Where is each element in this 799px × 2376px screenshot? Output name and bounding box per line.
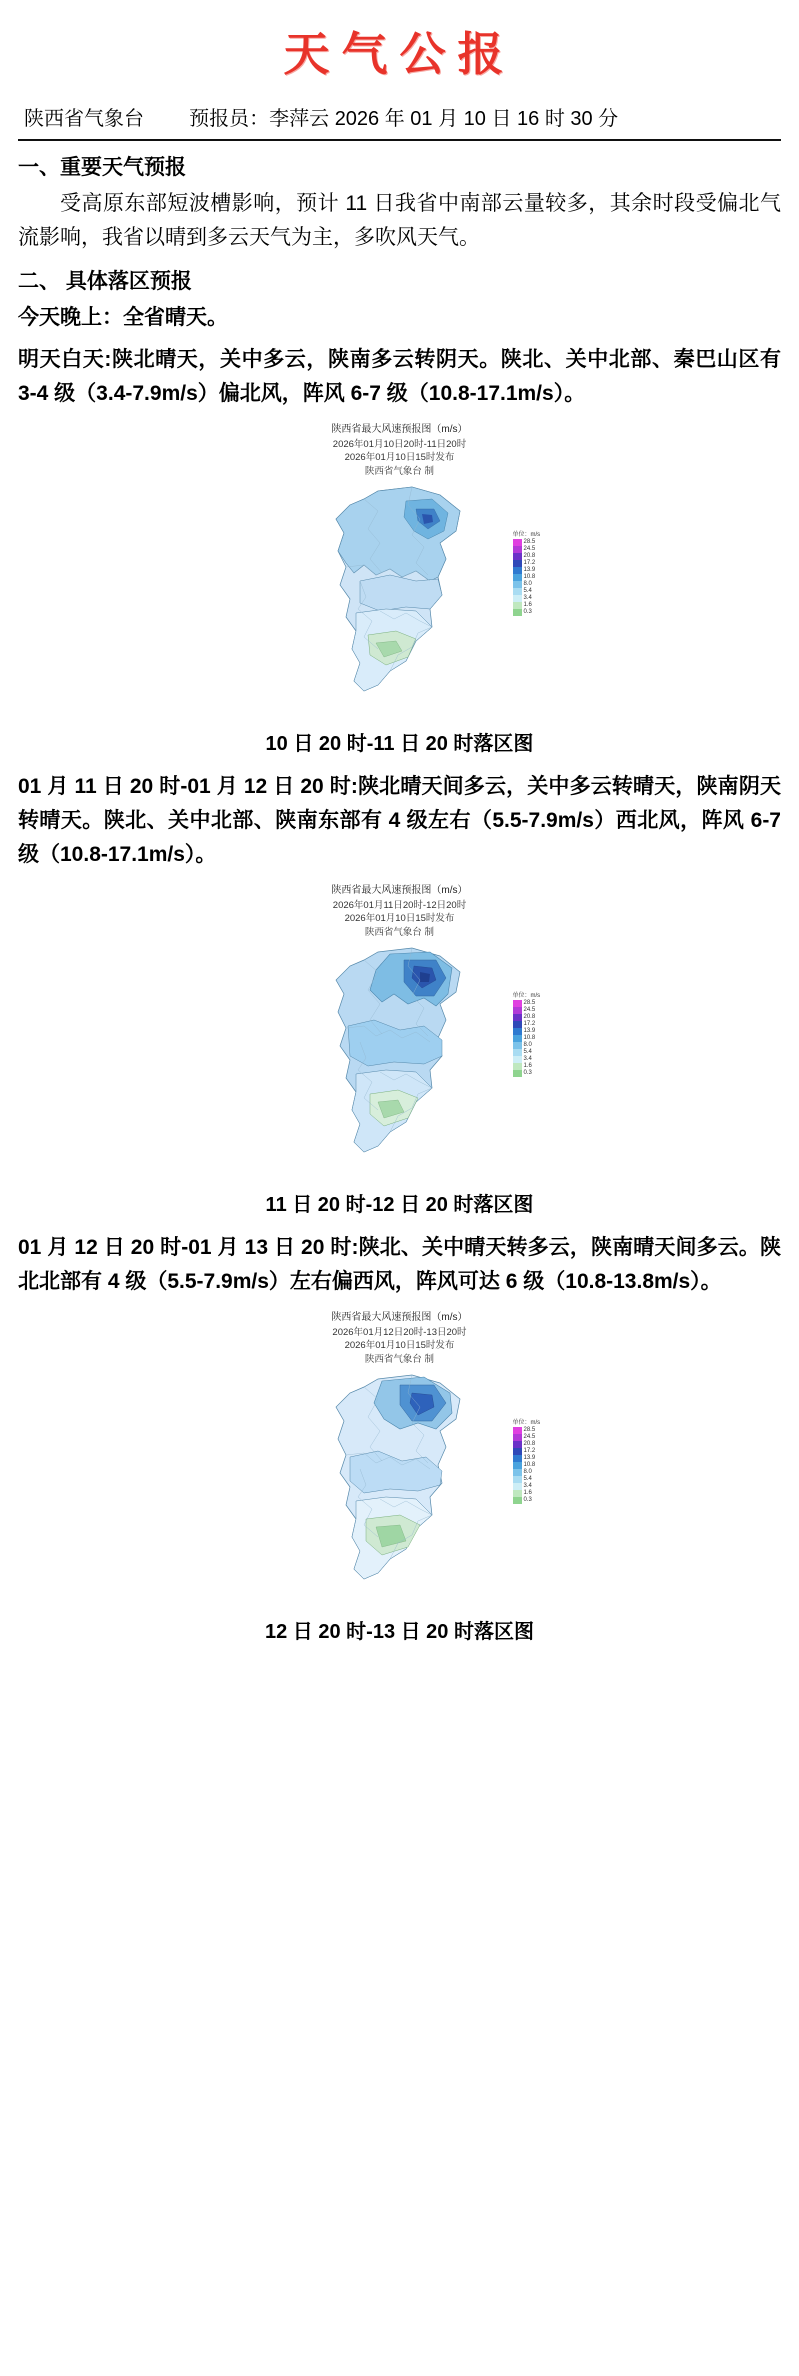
legend-label: 28.5: [523, 1000, 536, 1007]
legend-row: [513, 1042, 547, 1049]
map-2-producer: 陕西省气象台 制: [364, 927, 435, 939]
legend-label: 5.4: [523, 1476, 532, 1483]
legend-swatch: [513, 1007, 522, 1014]
legend-swatch: [513, 546, 522, 553]
legend-swatch: [513, 1028, 522, 1035]
legend-row: [513, 1028, 547, 1035]
byline-office: 陕西省气象台: [24, 108, 144, 130]
wind-map-1-wrap: [18, 421, 781, 721]
map-3-valid-time: 2026年01月12日20时-13日20时: [332, 1326, 467, 1338]
legend-row: [513, 539, 547, 546]
legend-swatch: [513, 567, 522, 574]
map-1-header: [235, 421, 565, 479]
legend-row: [513, 553, 547, 560]
legend-label: 8.0: [523, 1469, 532, 1476]
legend-swatch: [513, 1469, 522, 1476]
legend-swatch: [513, 560, 522, 567]
legend-row: [513, 546, 547, 553]
map-1-legend: [513, 529, 547, 616]
byline-issue-time: 2026 年 01 月 10 日 16 时 30 分: [334, 108, 619, 130]
map-1-producer: 陕西省气象台 制: [364, 466, 435, 478]
map-1-valid-time: 2026年01月10日20时-11日20时: [332, 438, 467, 450]
legend-row: [513, 1483, 547, 1490]
legend-row: [513, 1448, 547, 1455]
legend-row: [513, 1035, 547, 1042]
wind-map-3: [235, 1309, 565, 1609]
wind-map-figure-3: [18, 1309, 781, 1644]
legend-row: [513, 581, 547, 588]
legend-label: 10.8: [523, 1462, 536, 1469]
legend-swatch: [513, 1070, 522, 1077]
legend-row: [513, 1056, 547, 1063]
legend-label: 20.8: [523, 1014, 536, 1021]
legend-row: [513, 560, 547, 567]
section-2-heading: 二、 具体落区预报: [18, 270, 192, 294]
byline: [18, 96, 781, 135]
page-title: 天气公报: [283, 28, 516, 80]
legend-label: 13.9: [523, 1028, 536, 1035]
legend-label: 17.2: [523, 1448, 536, 1455]
legend-swatch: [513, 609, 522, 616]
legend-swatch: [513, 588, 522, 595]
legend-label: 24.5: [523, 1007, 536, 1014]
legend-row: [513, 1441, 547, 1448]
map-3-issue-time: 2026年01月10日15时发布: [344, 1340, 455, 1352]
header-divider: [18, 139, 781, 141]
legend-row: [513, 595, 547, 602]
section-1-paragraph: 受高原东部短波槽影响，预计 11 日我省中南部云量较多，其余时段受偏北气流影响，我省以晴到多云天气为主，多吹风天气。: [18, 192, 781, 250]
map-3-legend-unit: 单位：m/s: [512, 1420, 541, 1427]
legend-label: 13.9: [523, 567, 536, 574]
legend-label: 8.0: [523, 1042, 532, 1049]
legend-swatch: [513, 581, 522, 588]
legend-swatch: [513, 1441, 522, 1448]
legend-row: [513, 1021, 547, 1028]
wind-map-1: [235, 421, 565, 721]
legend-label: 5.4: [523, 588, 532, 595]
map-2-caption: 11 日 20 时-12 日 20 时落区图: [265, 1194, 534, 1217]
legend-label: 24.5: [523, 1434, 536, 1441]
legend-swatch: [513, 1042, 522, 1049]
legend-row: [513, 1497, 547, 1504]
legend-swatch: [513, 553, 522, 560]
legend-row: [513, 1455, 547, 1462]
wind-map-3-wrap: [18, 1309, 781, 1609]
map-1-issue-time: 2026年01月10日15时发布: [344, 452, 455, 464]
legend-swatch: [513, 602, 522, 609]
legend-swatch: [513, 595, 522, 602]
legend-label: 17.2: [523, 560, 536, 567]
wind-map-2-wrap: [18, 882, 781, 1182]
legend-row: [513, 1063, 547, 1070]
legend-label: 1.6: [523, 1063, 532, 1070]
legend-swatch: [513, 574, 522, 581]
legend-row: [513, 1014, 547, 1021]
legend-label: 28.5: [523, 539, 536, 546]
legend-swatch: [513, 1056, 522, 1063]
legend-row: [513, 1490, 547, 1497]
map-2-valid-time: 2026年01月11日20时-12日20时: [332, 899, 467, 911]
map-1-legend-unit: 单位：m/s: [512, 532, 541, 539]
legend-swatch: [513, 1448, 522, 1455]
legend-swatch: [513, 1000, 522, 1007]
legend-label: 0.3: [523, 609, 532, 616]
legend-label: 20.8: [523, 553, 536, 560]
map-3-caption: 12 日 20 时-13 日 20 时落区图: [265, 1621, 534, 1644]
legend-swatch: [513, 1434, 522, 1441]
wind-map-figure-2: [18, 882, 781, 1217]
legend-row: [513, 1070, 547, 1077]
legend-swatch: [513, 1455, 522, 1462]
legend-swatch: [513, 1063, 522, 1070]
legend-row: [513, 574, 547, 581]
forecast-period-2: 01 月 11 日 20 时-01 月 12 日 20 时:陕北晴天间多云，关中多云转晴天，陕南阴天转晴天。陕北、关中北部、陕南东部有 4 级左右（5.5-7.9m/s）西北风，阵风 6-7 级（10.8-17.1m/s）。: [18, 775, 781, 867]
legend-label: 0.3: [523, 1497, 532, 1504]
legend-swatch: [513, 1476, 522, 1483]
wind-map-2: [235, 882, 565, 1182]
legend-label: 5.4: [523, 1049, 532, 1056]
legend-swatch: [513, 1021, 522, 1028]
map-2-title: 陕西省最大风速预报图（m/s）: [331, 885, 468, 897]
legend-label: 3.4: [523, 1483, 532, 1490]
map-2-header: [235, 882, 565, 940]
legend-swatch: [513, 539, 522, 546]
legend-swatch: [513, 1014, 522, 1021]
legend-label: 10.8: [523, 1035, 536, 1042]
legend-swatch: [513, 1490, 522, 1497]
legend-label: 10.8: [523, 574, 536, 581]
legend-label: 3.4: [523, 1056, 532, 1063]
legend-row: [513, 567, 547, 574]
legend-row: [513, 1469, 547, 1476]
forecast-tonight: 今天晚上：全省晴天。: [18, 306, 228, 330]
legend-label: 8.0: [523, 581, 532, 588]
legend-swatch: [513, 1049, 522, 1056]
legend-label: 13.9: [523, 1455, 536, 1462]
section-1-heading: 一、重要天气预报: [18, 156, 186, 179]
map-1-title: 陕西省最大风速预报图（m/s）: [331, 424, 468, 436]
legend-row: [513, 588, 547, 595]
legend-label: 0.3: [523, 1070, 532, 1077]
legend-row: [513, 1476, 547, 1483]
map-2-legend: [513, 990, 547, 1077]
legend-row: [513, 1462, 547, 1469]
legend-row: [513, 1007, 547, 1014]
byline-forecaster: 预报员：李萍云: [189, 108, 330, 130]
legend-swatch: [513, 1483, 522, 1490]
map-3-legend: [513, 1417, 547, 1504]
map-2-legend-unit: 单位：m/s: [512, 993, 541, 1000]
wind-map-figure-1: [18, 421, 781, 756]
legend-swatch: [513, 1427, 522, 1434]
forecast-tomorrow: 明天白天:陕北晴天，关中多云，陕南多云转阴天。陕北、关中北部、秦巴山区有 3-4 级（3.4-7.9m/s）偏北风，阵风 6-7 级（10.8-17.1m/s）。: [18, 348, 781, 406]
legend-row: [513, 1434, 547, 1441]
legend-row: [513, 609, 547, 616]
legend-label: 24.5: [523, 546, 536, 553]
map-3-header: [235, 1309, 565, 1367]
legend-label: 28.5: [523, 1427, 536, 1434]
legend-label: 17.2: [523, 1021, 536, 1028]
legend-swatch: [513, 1462, 522, 1469]
legend-row: [513, 1000, 547, 1007]
map-3-title: 陕西省最大风速预报图（m/s）: [331, 1312, 468, 1324]
legend-row: [513, 1427, 547, 1434]
legend-row: [513, 1049, 547, 1056]
forecast-period-3: 01 月 12 日 20 时-01 月 13 日 20 时:陕北、关中晴天转多云，陕南晴天间多云。陕北北部有 4 级（5.5-7.9m/s）左右偏西风，阵风可达 6 级（10.8-13.8m/s）。: [18, 1236, 781, 1294]
legend-label: 1.6: [523, 1490, 532, 1497]
map-3-producer: 陕西省气象台 制: [364, 1354, 435, 1366]
legend-label: 3.4: [523, 595, 532, 602]
map-2-issue-time: 2026年01月10日15时发布: [344, 913, 455, 925]
legend-swatch: [513, 1035, 522, 1042]
map-1-caption: 10 日 20 时-11 日 20 时落区图: [265, 733, 534, 756]
legend-label: 20.8: [523, 1441, 536, 1448]
legend-swatch: [513, 1497, 522, 1504]
legend-row: [513, 602, 547, 609]
legend-label: 1.6: [523, 602, 532, 609]
